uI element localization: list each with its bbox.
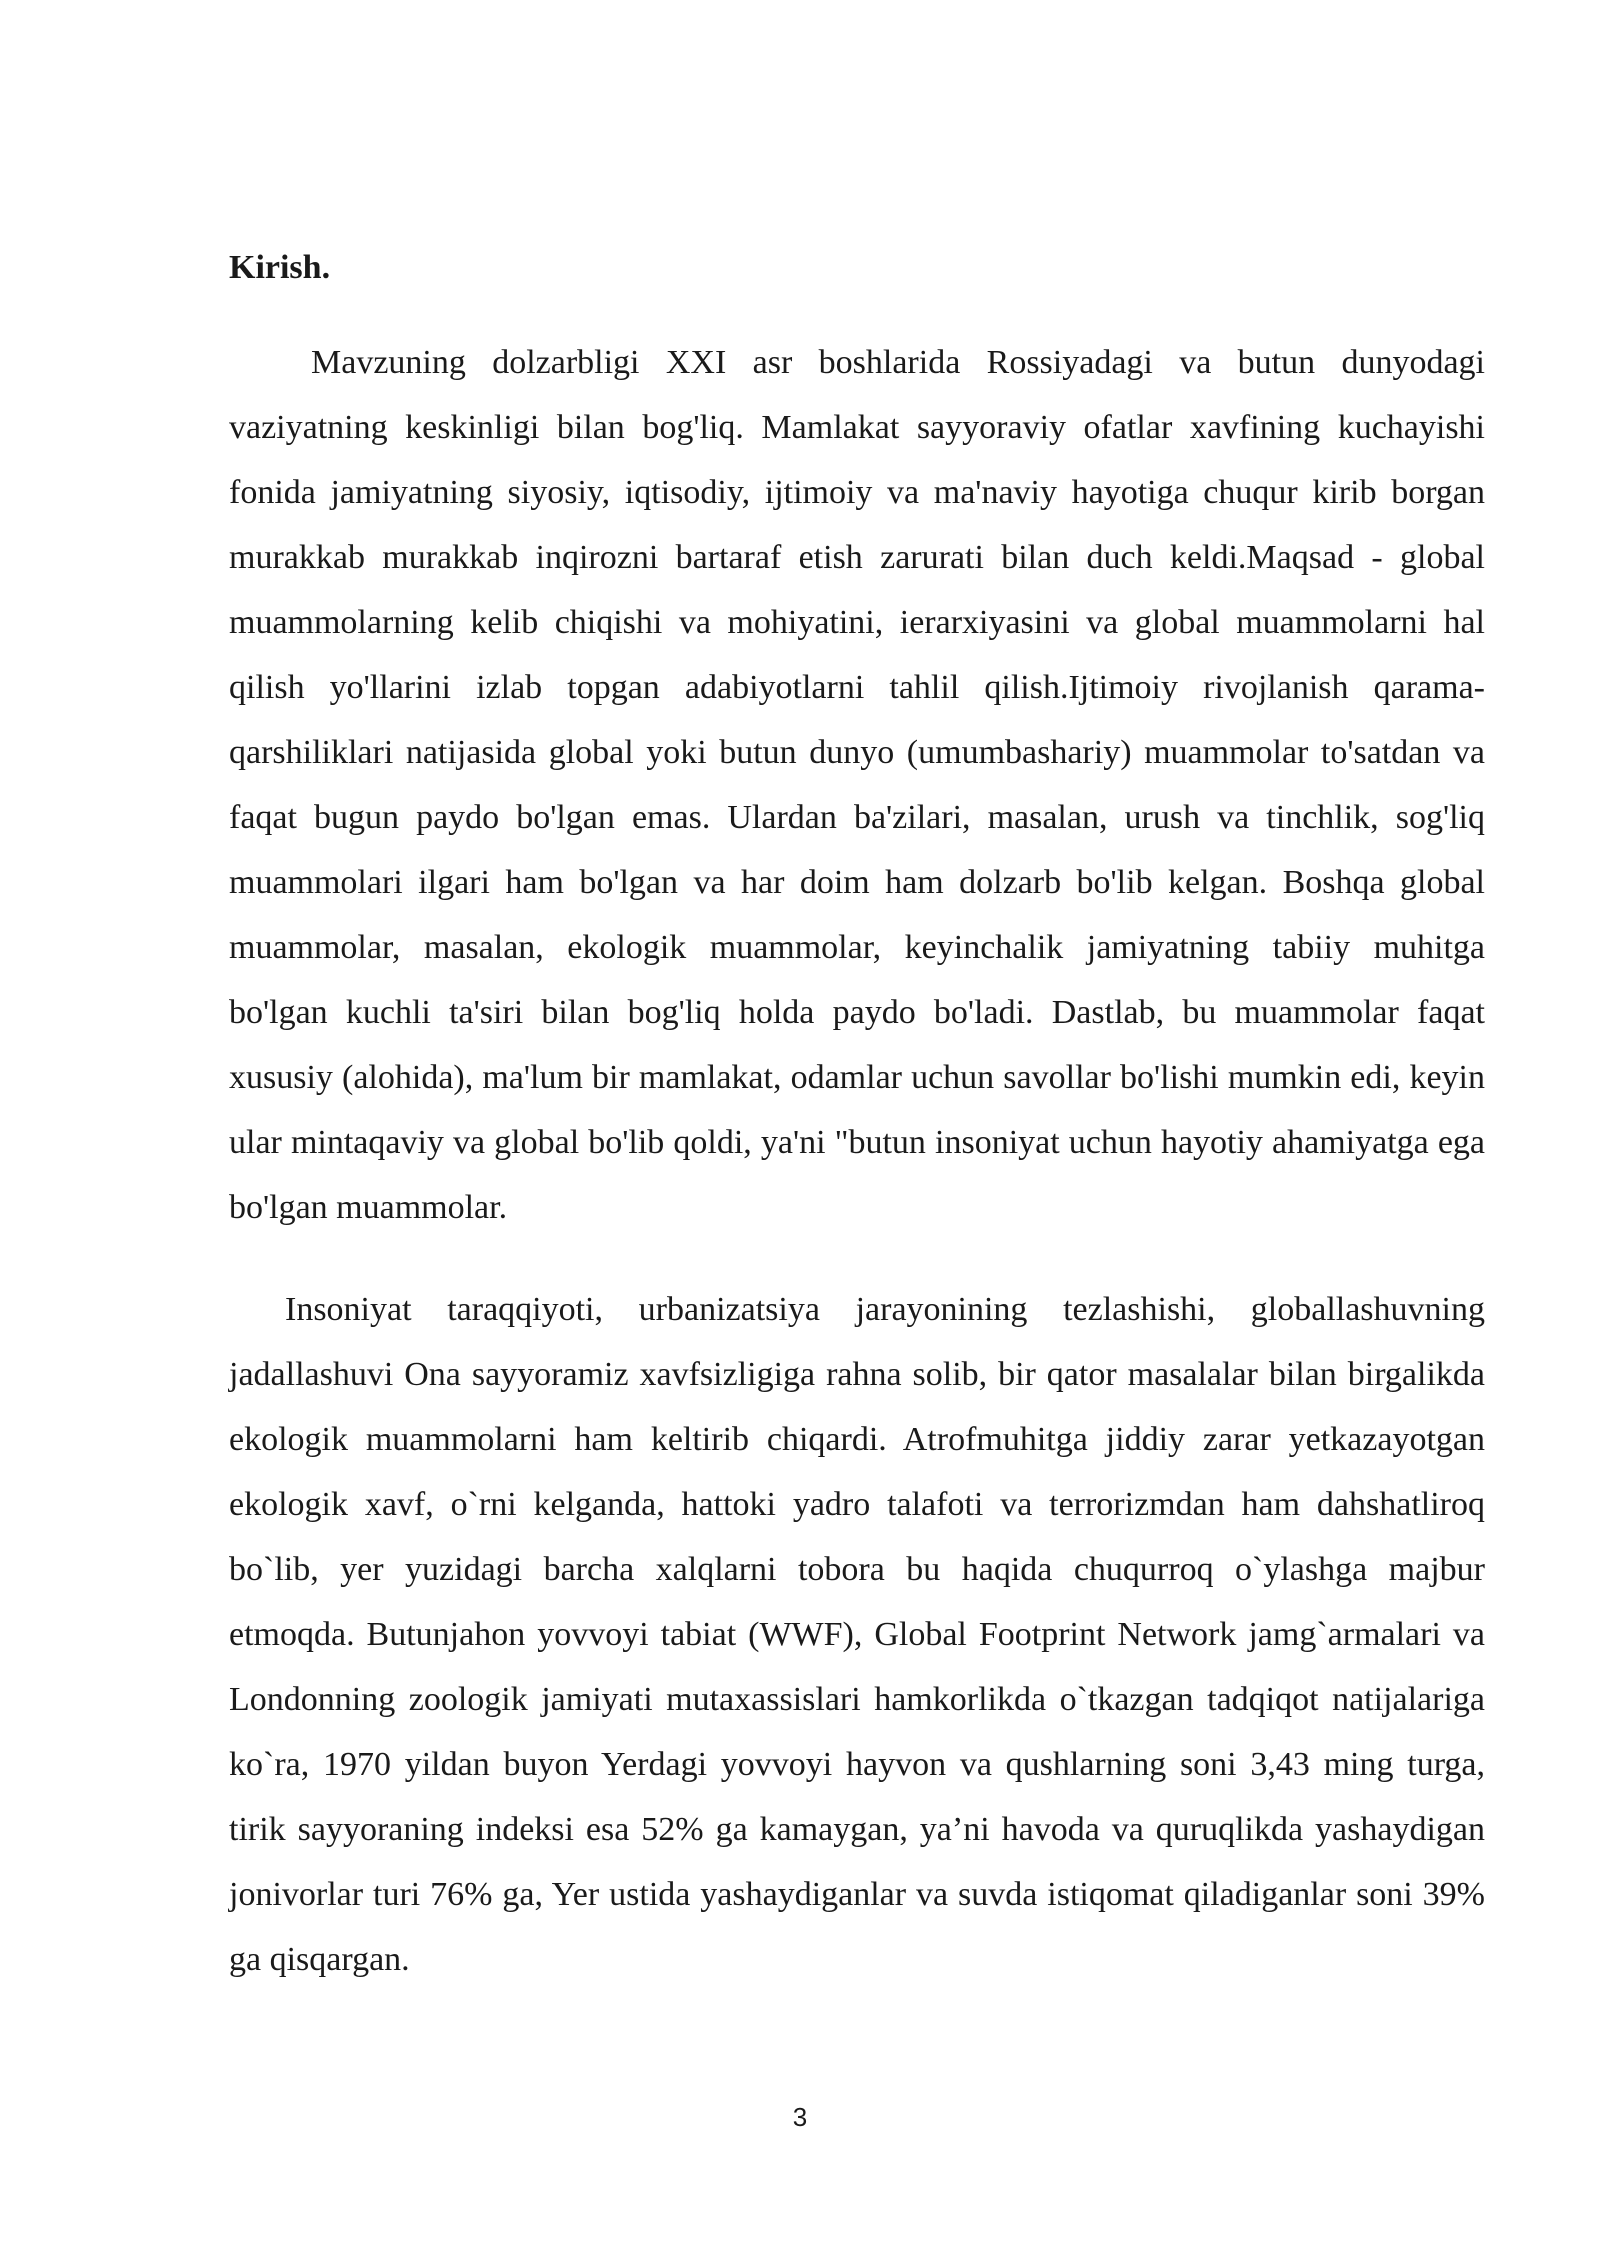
body-paragraph-2: Insoniyat taraqqiyoti, urbanizatsiya jarayonining tezlashishi, globallashuvning jadallashuvi Ona sayyoramiz xavfsizligiga rahna solib, bir qator masalalar bilan birgalikda ekologik muammolarni ham keltirib chiqardi. Atrofmuhitga jiddiy zarar yetkazayotgan ekologik xavf, o`rni kelganda, hattoki yadro talafoti va terrorizmdan ham dahshatliroq bo`lib, yer yuzidagi barcha xalqlarni tobora bu haqida chuqurroq o`ylashga majbur etmoqda. Butunjahon yovvoyi tabiat (WWF), Global Footprint Network jamg`armalari va Londonning zoologik jamiyati mutaxassislari hamkorlikda o`tkazgan tadqiqot natijalariga ko`ra, 1970 yildan buyon Yerdagi yovvoyi hayvon va qushlarning soni 3,43 ming turga, tirik sayyoraning indeksi esa 52% ga kamaygan, ya’ni havoda va quruqlikda yashaydigan jonivorlar turi 76% ga, Yer ustida yashaydiganlar va suvda istiqomat qiladiganlar soni 39% ga qisqargan.	[229, 1291, 1485, 1978]
document-page	[229, 240, 1485, 1992]
body-paragraph-1: Mavzuning dolzarbligi XXI asr boshlarida Rossiyadagi va butun dunyodagi vaziyatning keskinligi bilan bog'liq. Mamlakat sayyoraviy ofatlar xavfining kuchayishi fonida jamiyatning siyosiy, iqtisodiy, ijtimoiy va ma'naviy hayotiga chuqur kirib borgan murakkab murakkab inqirozni bartaraf etish zarurati bilan duch keldi.Maqsad - global muammolarning kelib chiqishi va mohiyatini, ierarxiyasini va global muammolarni hal qilish yo'llarini izlab topgan adabiyotlarni tahlil qilish.Ijtimoiy rivojlanish qarama-qarshiliklari natijasida global yoki butun dunyo (umumbashariy) muammolar to'satdan va faqat bugun paydo bo'lgan emas. Ulardan ba'zilari, masalan, urush va tinchlik, sog'liq muammolari ilgari ham bo'lgan va har doim ham dolzarb bo'lib kelgan. Boshqa global muammolar, masalan, ekologik muammolar, keyinchalik jamiyatning tabiiy muhitga bo'lgan kuchli ta'siri bilan bog'liq holda paydo bo'ladi. Dastlab, bu muammolar faqat xususiy (alohida), ma'lum bir mamlakat, odamlar uchun savollar bo'lishi mumkin edi, keyin ular mintaqaviy va global bo'lib qoldi, ya'ni "butun insoniyat uchun hayotiy ahamiyatga ega bo'lgan muammolar.	[229, 344, 1485, 1226]
page-number: 3	[792, 2102, 808, 2132]
section-heading: Kirish.	[229, 249, 331, 286]
